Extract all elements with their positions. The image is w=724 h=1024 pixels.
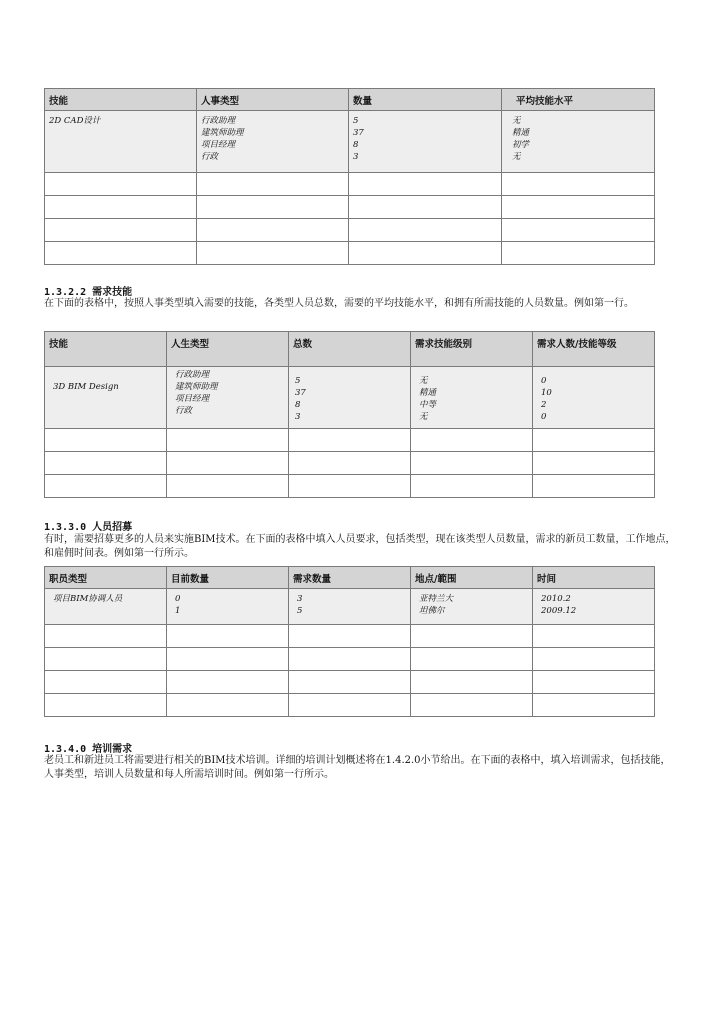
cell-levels: 无 精通 中等 无 [411,367,533,429]
header-personnel-type: 人生类型 [167,332,289,367]
header-needed-count: 需求数量 [289,567,411,589]
header-current-count: 目前数量 [167,567,289,589]
cell-staff-type: 项目BIM协调人员 [45,589,167,625]
skills-table [44,88,655,265]
cell-types: 行政助理 建筑师助理 项目经理 行政 [197,111,349,173]
cell-counts: 5 37 8 3 [349,111,502,173]
header-skill: 技能 [45,332,167,367]
cell-needed: 0 10 2 0 [533,367,655,429]
cell-time: 2010.2 2009.12 [533,589,655,625]
required-skills-table [44,331,655,498]
table-row [45,694,655,717]
section-heading-training: 1.3.4.0 培训需求 [44,744,133,755]
cell-types: 行政助理 建筑师助理 项目经理 行政 [167,367,289,429]
header-location: 地点/範围 [411,567,533,589]
section-body-training: 老员工和新进员工将需要进行相关的BIM技术培训。详细的培训计划概述将在1.4.2.0小节给出。在下面的表格中，填入培训需求，包括技能，人事类型，培训人员数量和每人所需培训时间。例如第一行所示。 [44,755,671,780]
table-row [45,242,655,265]
table-row [45,219,655,242]
cell-needed: 3 5 [289,589,411,625]
cell-skill: 3D BIM Design [45,367,167,429]
cell-levels: 无 精通 初学 无 [502,111,655,173]
table-row [45,173,655,196]
table-row [45,196,655,219]
section-heading-required-skills: 1.3.2.2 需求技能 [44,287,133,298]
table-row [45,671,655,694]
cell-current: 0 1 [167,589,289,625]
header-required-skill-level: 需求技能级别 [411,332,533,367]
table-row [45,452,655,475]
table-row [45,111,655,173]
cell-totals: 5 37 8 3 [289,367,411,429]
header-required-count: 需求人数/技能等级 [533,332,655,367]
table-row [45,589,655,625]
header-avg-skill-level: 平均技能水平 [502,89,655,111]
header-count: 数量 [349,89,502,111]
header-time: 时间 [533,567,655,589]
table-row [45,625,655,648]
table-row [45,475,655,498]
header-staff-type: 职员类型 [45,567,167,589]
header-skill: 技能 [45,89,197,111]
table-row [45,648,655,671]
header-total: 总数 [289,332,411,367]
section-body-recruitment: 有时，需要招募更多的人员来实施BIM技术。在下面的表格中填入人员要求，包括类型，现在该类型人员数量，需求的新员工数量，工作地点，和雇佣时间表。例如第一行所示。 [44,534,676,559]
section-body-required-skills: 在下面的表格中，按照人事类型填入需要的技能，各类型人员总数，需要的平均技能水平，和拥有所需技能的人员数量。例如第一行。 [44,298,634,309]
cell-location: 亚特兰大 坦佛尔 [411,589,533,625]
cell-skill: 2D CAD设计 [45,111,197,173]
recruitment-table [44,566,655,717]
section-heading-recruitment: 1.3.3.0 人员招募 [44,522,133,533]
table-row [45,429,655,452]
table-row [45,367,655,429]
header-personnel-type: 人事类型 [197,89,349,111]
